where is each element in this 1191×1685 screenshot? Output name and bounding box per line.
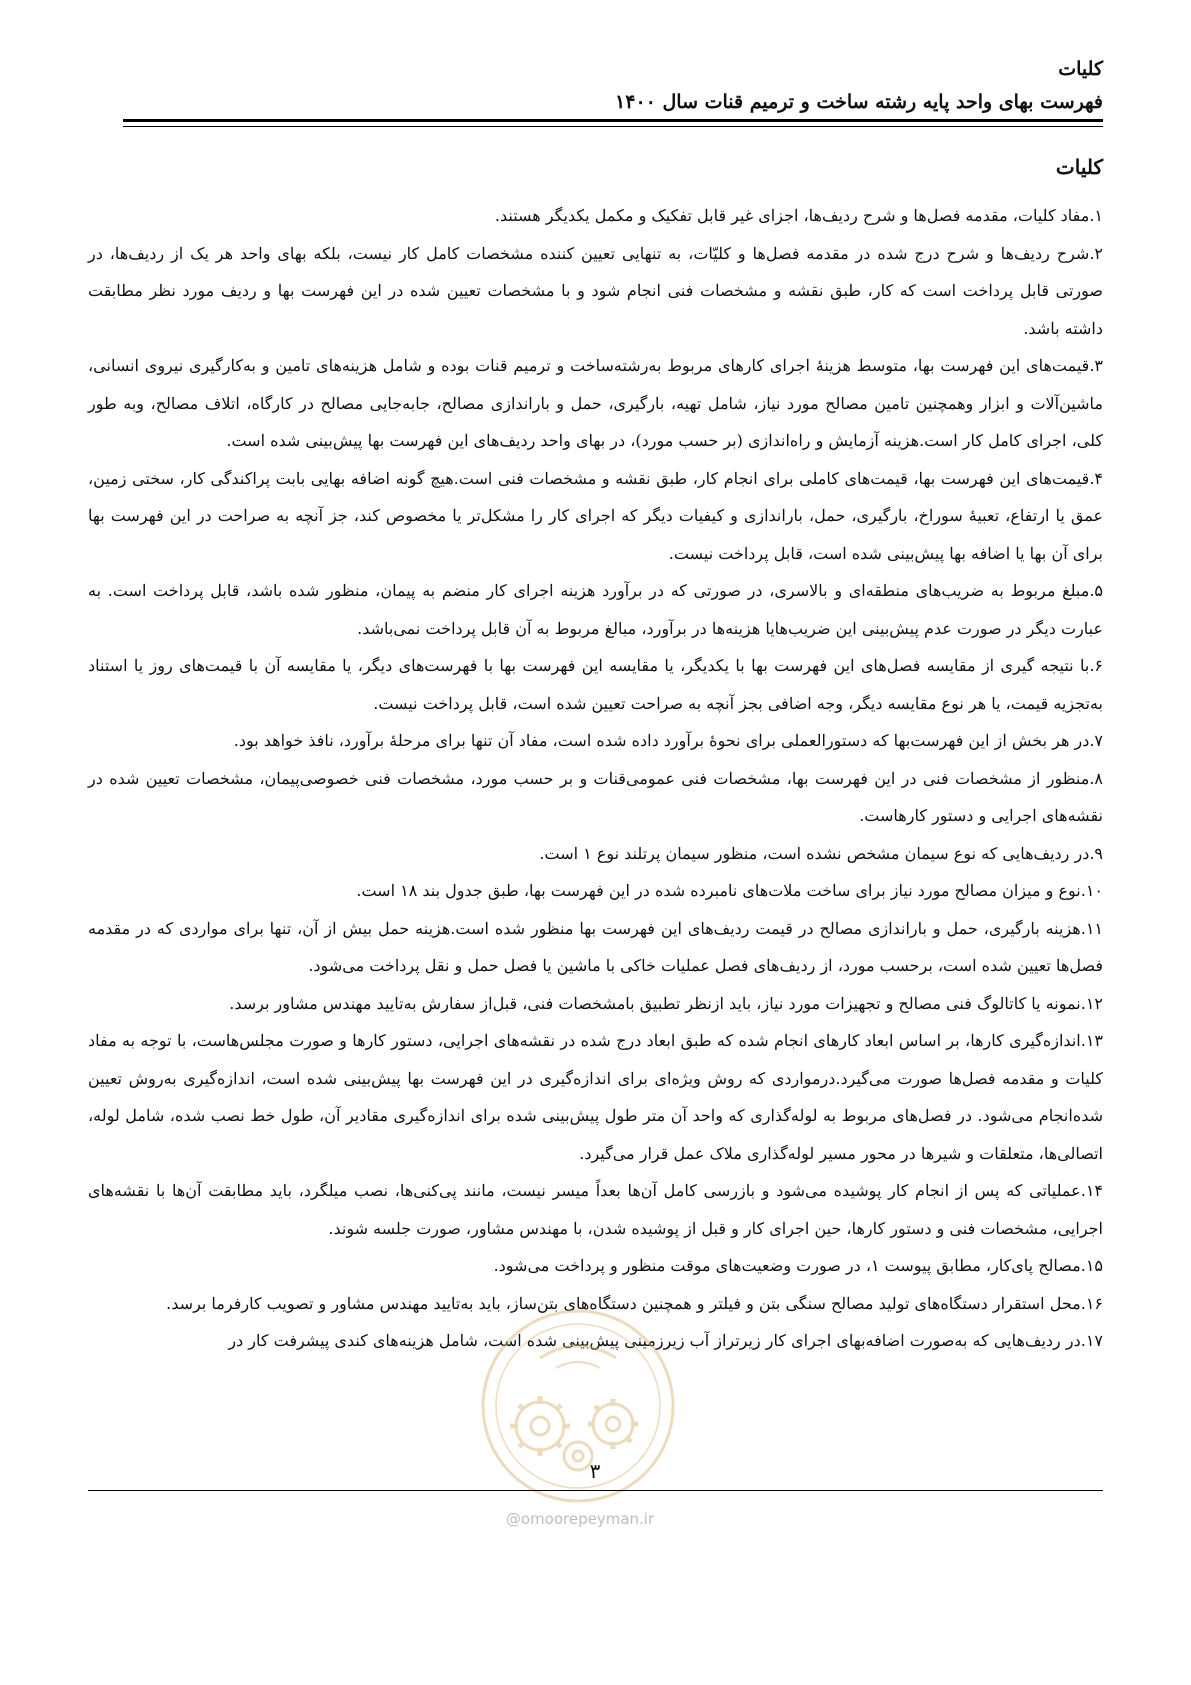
running-header-subtitle: فهرست بهای واحد پایه رشته ساخت و ترمیم قنات سال ۱۴۰۰ [615,91,1103,113]
watermark-text: @omoorepeyman.ir [505,1510,655,1528]
document-body [88,197,1103,1360]
header-rule-thin [123,126,1103,127]
paragraph-10: ۱۰.نوع و میزان مصالح مورد نیاز برای ساخت ملات‌های نامبرده شده در این فهرست بها، طبق جدول بند ۱۸ است. [356,881,1103,900]
header-rule-thick [123,119,1103,122]
paragraph-16: ۱۶.محل استقرار دستگاه‌های تولید مصالح سنگی بتن و فیلتر و همچنین دستگاه‌های بتن‌ساز، باید به‌تایید مهندس مشاور و تصویب کارفرما برسد. [166,1293,1103,1313]
paragraph-13: ۱۳.اندازه‌گیری کارها، بر اساس ابعاد کارهای انجام شده که طبق ابعاد درج شده در نقشه‌های اجرایی، دستور کارها و صورت مجلس‌هاست، با توجه به مفاد کلیات و مقدمه فصل‌ها صورت می‌گیرد.درمواردی که روش ویژه‌ای برای اندازه‌گیری در این فهرست بها پیش‌بینی شده است، اندازه‌گیری به‌روش تعیین شده‌انجام می‌شود. در فصل‌های مربوط به لوله‌گذاری که واحد آن متر طول پیش‌بینی شده برای اندازه‌گیری مقادیر آن، طول خط نصب شده، شامل لوله، اتصالی‌ها، متعلقات و شیرها در محور مسیر لوله‌گذاری ملاک عمل قرار می‌گیرد. [88,1031,1104,1163]
paragraph-4: ۴.قیمت‌های این فهرست بها، قیمت‌های کاملی برای انجام کار، طبق نقشه و مشخصات فنی است.هیچ گونه اضافه بهایی بابت پراکندگی کار، سختی زمین، عمق یا ارتفاع، تعبیهٔ سوراخ، بارگیری، حمل، باراندازی و کیفیات دیگر که اجرای کار را مشکل‌تر یا مخصوص کند، جز آنچه به صراحت در این فهرست بها برای آن بها یا اضافه بها پیش‌بینی شده است، قابل پرداخت نیست. [88,468,1103,563]
paragraph-8: ۸.منظور از مشخصات فنی در این فهرست بها، مشخصات فنی عمومی‌قنات و بر حسب مورد، مشخصات فنی خصوصی‌پیمان، مشخصات تعیین شده در نقشه‌های اجرایی و دستور کارهاست. [88,768,1103,825]
paragraph-1: ۱.مفاد کلیات، مقدمه فصل‌ها و شرح ردیف‌ها، اجزای غیر قابل تفکیک و مکمل یکدیگر هستند. [494,206,1103,225]
page-number: ۳ [589,1459,601,1483]
paragraph-14: ۱۴.عملیاتی که پس از انجام کار پوشیده می‌شود و بازرسی کامل آن‌ها بعداً میسر نیست، مانند پی‌کنی‌ها، نصب میلگرد، باید مطابقت آن‌ها با نقشه‌های اجرایی، مشخصات فنی و دستور کارها، حین اجرای کار و قبل از پوشیده شدن، با مهندس مشاور، صورت جلسه شوند. [88,1181,1103,1238]
section-title: کلیات [1055,155,1103,179]
paragraph-11: ۱۱.هزینه بارگیری، حمل و باراندازی مصالح در قیمت ردیف‌های این فهرست بها منظور شده است.هزینه حمل بیش از آن، تنها برای مواردی که در مقدمه فصل‌ها تعیین شده است، برحسب مورد، از ردیف‌های فصل عملیات خاکی با ماشین یا فصل حمل و نقل پرداخت می‌شود. [88,918,1103,975]
paragraph-15: ۱۵.مصالح پای‌کار، مطابق پیوست ۱، در صورت وضعیت‌های موقت منظور و پرداخت می‌شود. [493,1256,1103,1275]
paragraph-17: ۱۷.در ردیف‌هایی که به‌صورت اضافه‌بهای اجرای کار زیرتراز آب زیرزمینی پیش‌بینی شده است، شامل هزینه‌های کندی پیشرفت کار در [228,1331,1103,1350]
paragraph-7: ۷.در هر بخش از این فهرست‌بها که دستورالعملی برای نحوهٔ برآورد داده شده است، مفاد آن تنها برای مرحلهٔ برآورد، نافذ خواهد بود. [233,731,1103,750]
paragraph-5: ۵.مبلغ مربوط به ضریب‌های منطقه‌ای و بالاسری، در صورتی که در برآورد هزینه اجرای کار منضم به پیمان، منظور شده باشد، قابل پرداخت است. به عبارت دیگر در صورت عدم پیش‌بینی این ضریب‌هایا هزینه‌ها در برآورد، مبالغ مربوط به آن قابل پرداخت نمی‌باشد. [88,581,1103,638]
paragraph-12: ۱۲.نمونه یا کاتالوگ فنی مصالح و تجهیزات مورد نیاز، باید ازنظر تطبیق بامشخصات فنی، قبل‌از سفارش به‌تایید مهندس مشاور برسد. [229,993,1103,1013]
paragraph-6: ۶.با نتیجه گیری از مقایسه فصل‌های این فهرست بها با یکدیگر، یا مقایسه این فهرست بها با فهرست‌های دیگر، یا مقایسه آن با قیمت‌های روز یا استناد به‌تجزیه قیمت، یا هر نوع مقایسه دیگر، وجه اضافی بجز آنچه به صراحت تعیین شده است، قابل پرداخت نیست. [88,656,1103,713]
paragraph-9: ۹.در ردیف‌هایی که نوع سیمان مشخص نشده است، منظور سیمان پرتلند نوع ۱ است. [539,843,1103,863]
paragraph-2: ۲.شرح ردیف‌ها و شرح درج شده در مقدمه فصل‌ها و کلیّات، به تنهایی تعیین کننده مشخصات کامل کار نیست، بلکه بهای واحد هر یک از ردیف‌ها، در صورتی قابل پرداخت است که کار، طبق نقشه و مشخصات فنی انجام شود و با مشخصات تعیین شده در این فهرست بها و ردیف مورد نظر مطابقت داشته باشد. [88,243,1103,338]
footer-rule [88,1490,1103,1491]
paragraph-3: ۳.قیمت‌های این فهرست بها، متوسط هزینهٔ اجرای کارهای مربوط به‌رشته‌ساخت و ترمیم قنات بوده و شامل هزینه‌های تامین و به‌کارگیری نیروی انسانی، ماشین‌آلات و ابزار وهمچنین تامین مصالح مورد نیاز، شامل تهیه، بارگیری، حمل و باراندازی مصالح، جابه‌جایی مصالح در کارگاه، اتلاف مصالح، وبه طور کلی، اجرای کامل کار است.هزینه آزمایش و راه‌اندازی (بر حسب مورد)، در بهای واحد ردیف‌های این فهرست بها پیش‌بینی شده است. [88,356,1104,450]
running-header-title: کلیات [1058,58,1103,80]
